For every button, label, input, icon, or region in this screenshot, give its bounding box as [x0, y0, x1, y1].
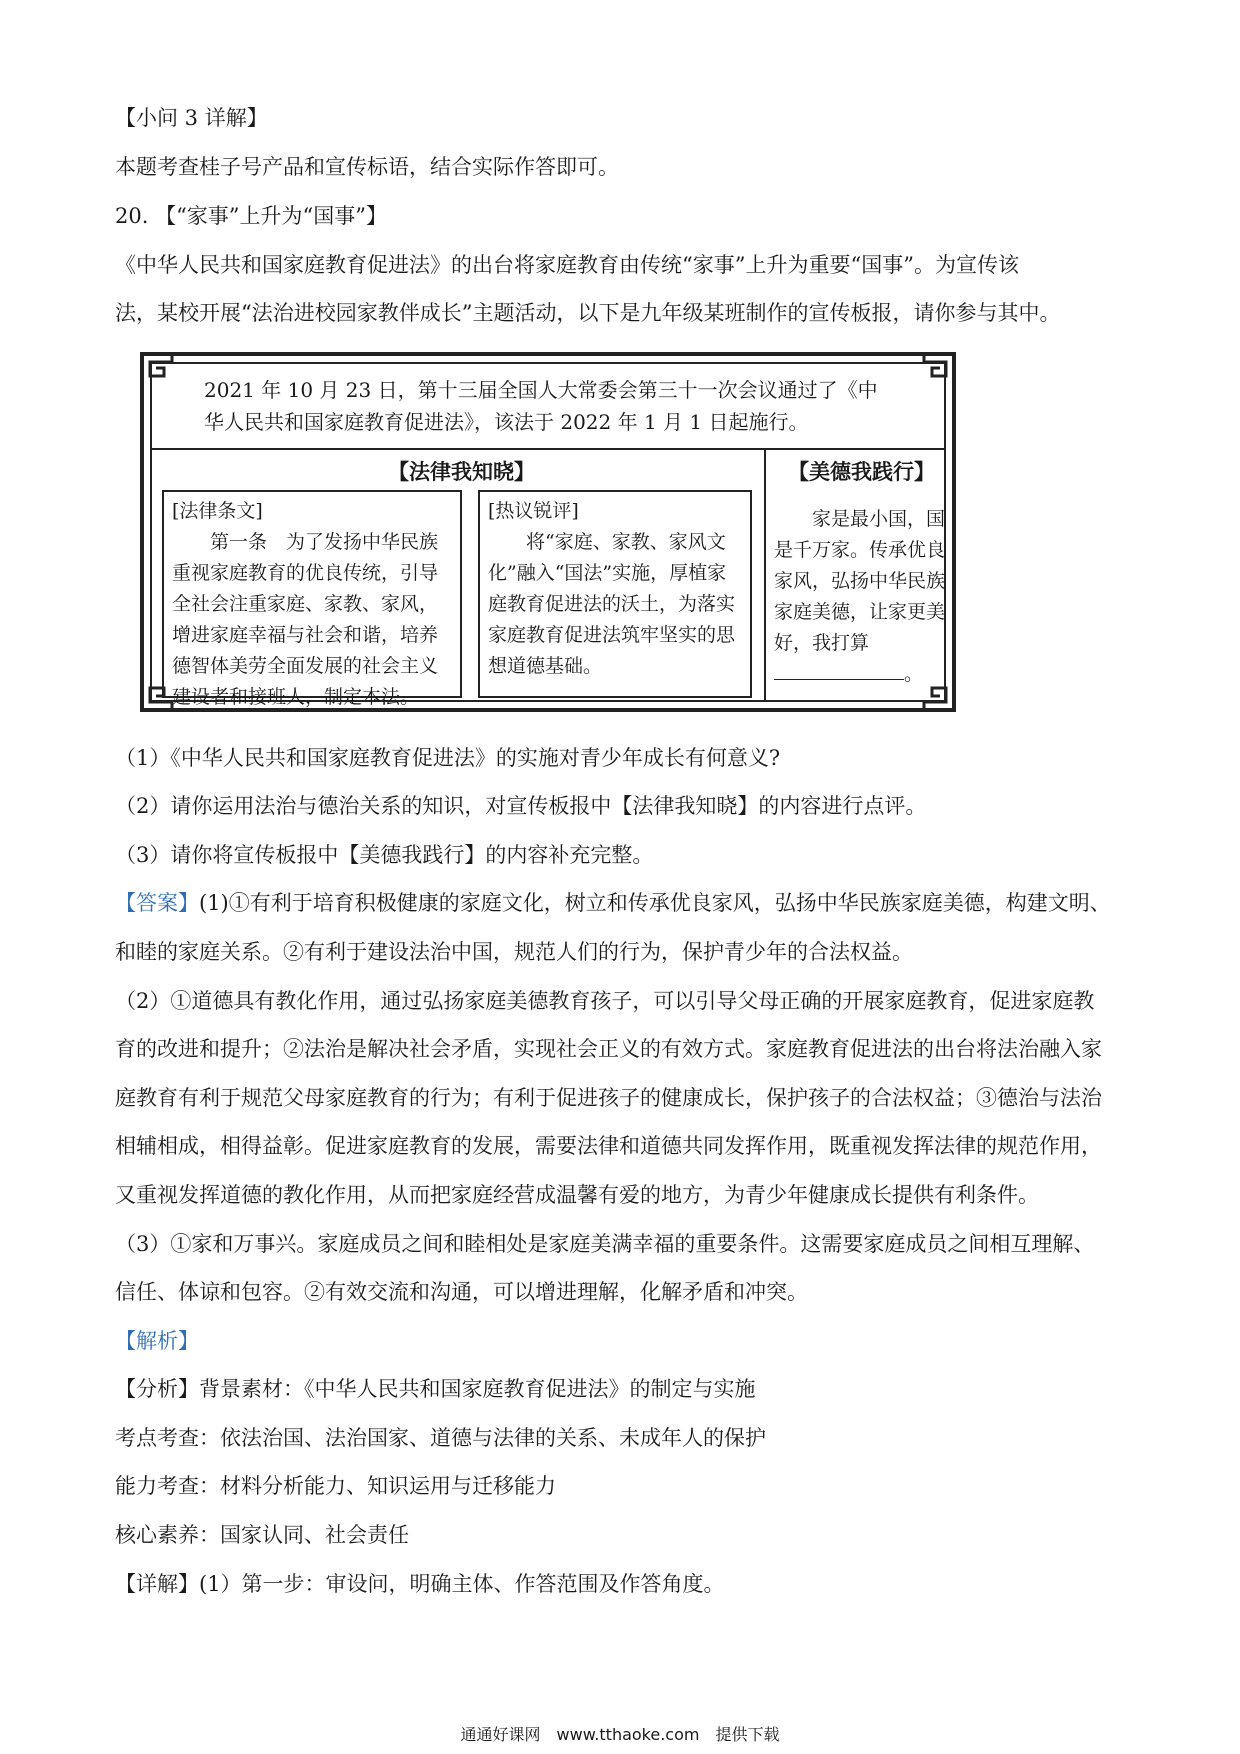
virtue-section-title: 【美德我践行】: [788, 459, 935, 484]
answer-label: 【答案】: [115, 891, 199, 915]
answer-line-4: 育的改进和提升；②法治是解决社会矛盾，实现社会正义的有效方式。家庭教育促进法的出台将法治融入家: [115, 1037, 1102, 1061]
answer-line-2: 和睦的家庭关系。②有利于建设法治中国，规范人们的行为，保护青少年的合法权益。: [115, 940, 913, 964]
poster-divider-vertical: [764, 448, 766, 700]
analysis-core-literacy: 核心素养：国家认同、社会责任: [115, 1523, 409, 1547]
answer-line-5: 庭教育有利于规范父母家庭教育的行为；有利于促进孩子的健康成长，保护孩子的合法权益；③德治与法治: [115, 1086, 1102, 1110]
hot-comment-label: [热议锐评]: [488, 500, 579, 522]
answer-line-1: [115, 887, 1125, 919]
law-article-label: [法律条文]: [172, 500, 263, 522]
sub-question-1: （1）《中华人民共和国家庭教育促进法》的实施对青少年成长有何意义?: [115, 746, 781, 770]
question-20-intro-2: 法，某校开展“法治进校园家教伴成长”主题活动，以下是九年级某班制作的宣传板报，请你参与其中。: [115, 301, 1061, 325]
poster-inner-frame: [150, 362, 946, 708]
page-footer: 通通好课网 www.tthaoke.com 提供下载: [460, 1725, 780, 1744]
question-20-intro-1: 《中华人民共和国家庭教育促进法》的出台将家庭教育由传统“家事”上升为重要“国事”。为宣传该: [115, 253, 1019, 277]
law-article-text: 第一条 为了发扬中华民族重视家庭教育的优良传统，引导全社会注重家庭、家教、家风，增进家庭幸福与社会和谐，培养德智体美劳全面发展的社会主义建设者和接班人，制定本法。: [172, 531, 439, 708]
poster-board: [140, 352, 956, 712]
line-sub3-heading: 【小问 3 详解】: [115, 106, 268, 130]
law-section-title: 【法律我知晓】: [388, 459, 535, 484]
answer-line-9: 信任、体谅和包容。②有效交流和沟通，可以增进理解，化解矛盾和冲突。: [115, 1280, 808, 1304]
question-20-title: 20. 【“家事”上升为“国事”】: [115, 204, 388, 228]
analysis-label: 【解析】: [115, 1329, 199, 1353]
answer-line-7: 又重视发挥道德的教化作用，从而把家庭经营成温馨有爱的地方，为青少年健康成长提供有利条件。: [115, 1183, 1039, 1207]
virtue-practice-text: 家是最小国，国是千万家。传承优良家风，弘扬中华民族家庭美德，让家更美好，我打算: [774, 508, 946, 654]
poster-announcement: 2021 年 10 月 23 日，第十三届全国人大常委会第三十一次会议通过了《中华人民共和国家庭教育促进法》，该法于 2022 年 1 月 1 日起施行。: [204, 378, 878, 434]
answer-line-3: （2）①道德具有教化作用，通过弘扬家庭美德教育孩子，可以引导父母正确的开展家庭教育，促进家庭教: [115, 989, 1095, 1013]
analysis-background: 【分析】背景素材：《中华人民共和国家庭教育促进法》的制定与实施: [115, 1377, 756, 1401]
hot-comment-box: [478, 490, 752, 698]
line-sub3-text: 本题考查桂子号产品和宣传标语，结合实际作答即可。: [115, 155, 619, 179]
answer-text-1: (1)①有利于培育积极健康的家庭文化，树立和传承优良家风，弘扬中华民族家庭美德，构建文明、: [199, 891, 1111, 915]
virtue-practice-end: 。: [904, 663, 924, 685]
analysis-abilities: 能力考查：材料分析能力、知识运用与迁移能力: [115, 1474, 556, 1498]
virtue-practice-text-block: [774, 504, 952, 690]
law-article-box: [162, 490, 462, 708]
answer-line-8: （3）①家和万事兴。家庭成员之间和睦相处是家庭美满幸福的重要条件。这需要家庭成员之间相互理解、: [115, 1232, 1095, 1256]
analysis-exam-points: 考点考查：依法治国、法治国家、道德与法律的关系、未成年人的保护: [115, 1426, 766, 1450]
sub-question-2: （2）请你运用法治与德治关系的知识，对宣传板报中【法律我知晓】的内容进行点评。: [115, 794, 927, 818]
hot-comment-text: 将“家庭、家教、家风文化”融入“国法”实施，厚植家庭教育促进法的沃土，为落实家庭教育促进法筑牢坚实的思想道德基础。: [488, 531, 736, 677]
fill-in-blank: [774, 659, 904, 680]
sub-question-3: （3）请你将宣传板报中【美德我践行】的内容补充完整。: [115, 843, 654, 867]
answer-line-6: 相辅相成，相得益彰。促进家庭教育的发展，需要法律和道德共同发挥作用，既重视发挥法律的规范作用，: [115, 1134, 1102, 1158]
poster-divider-horizontal: [152, 448, 944, 450]
analysis-detail: 【详解】(1）第一步：审设问，明确主体、作答范围及作答角度。: [115, 1572, 725, 1596]
